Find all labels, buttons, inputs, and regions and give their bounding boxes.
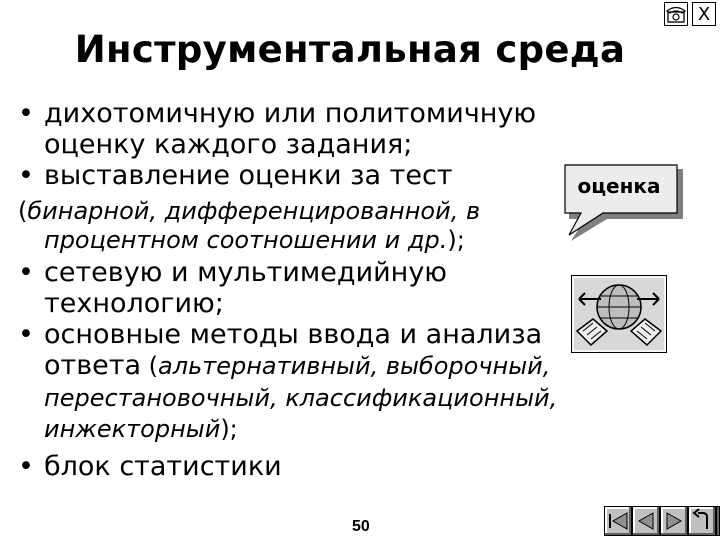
paren-open: ( (18, 197, 28, 225)
network-globe-icon[interactable] (571, 275, 667, 353)
next-slide-button[interactable] (660, 506, 688, 536)
page-number: 50 (352, 518, 370, 535)
list-item-text: оценку каждого задания; (44, 129, 413, 160)
list-item (18, 160, 582, 191)
phone-button[interactable] (664, 2, 688, 26)
note-line (18, 197, 582, 255)
bullet-dot: • (18, 160, 34, 191)
list-item-text: дихотомичную или политомичную (44, 98, 537, 129)
list-item (18, 98, 582, 160)
method-text: инжекторный (44, 415, 221, 443)
list-item-text: технологию; (44, 288, 224, 319)
return-icon (689, 507, 715, 535)
slide-content (18, 98, 582, 482)
bullet-dot: • (18, 319, 34, 350)
callout-label: оценка (577, 174, 661, 198)
slide-title: Инструментальная среда (74, 28, 626, 71)
list-item-text: выставление оценки за тест (44, 160, 453, 191)
first-slide-button[interactable] (604, 506, 632, 536)
network-image (571, 275, 667, 353)
previous-slide-icon (633, 507, 659, 535)
next-slide-icon (661, 507, 687, 535)
return-button[interactable] (688, 506, 716, 536)
list-item-text: сетевую и мультимедийную (44, 257, 448, 288)
list-item-text: ответа (44, 350, 142, 381)
method-text: альтернативный, выборочный, (158, 352, 551, 380)
close-icon: X (697, 3, 711, 25)
method-text: перестановочный, классификационный, (44, 384, 558, 412)
list-item (18, 319, 582, 445)
previous-slide-button[interactable] (632, 506, 660, 536)
bullet-dot: • (18, 257, 34, 288)
list-item (18, 451, 582, 482)
last-slide-button[interactable] (716, 506, 720, 536)
bullet-dot: • (18, 451, 34, 482)
list-item-text: основные методы ввода и анализа (44, 319, 543, 350)
paren-close: ); (447, 226, 465, 254)
phone-icon (665, 3, 687, 25)
first-slide-icon (605, 507, 631, 535)
close-button[interactable] (692, 2, 716, 26)
paren-open: ( (141, 352, 159, 380)
list-item-text: блок статистики (44, 451, 282, 482)
note-text: бинарной, дифференцированной, в (27, 197, 481, 225)
list-item (18, 257, 582, 319)
bullet-dot: • (18, 98, 34, 129)
paren-close: ); (220, 415, 238, 443)
note-text: процентном соотношении и др. (44, 226, 448, 254)
